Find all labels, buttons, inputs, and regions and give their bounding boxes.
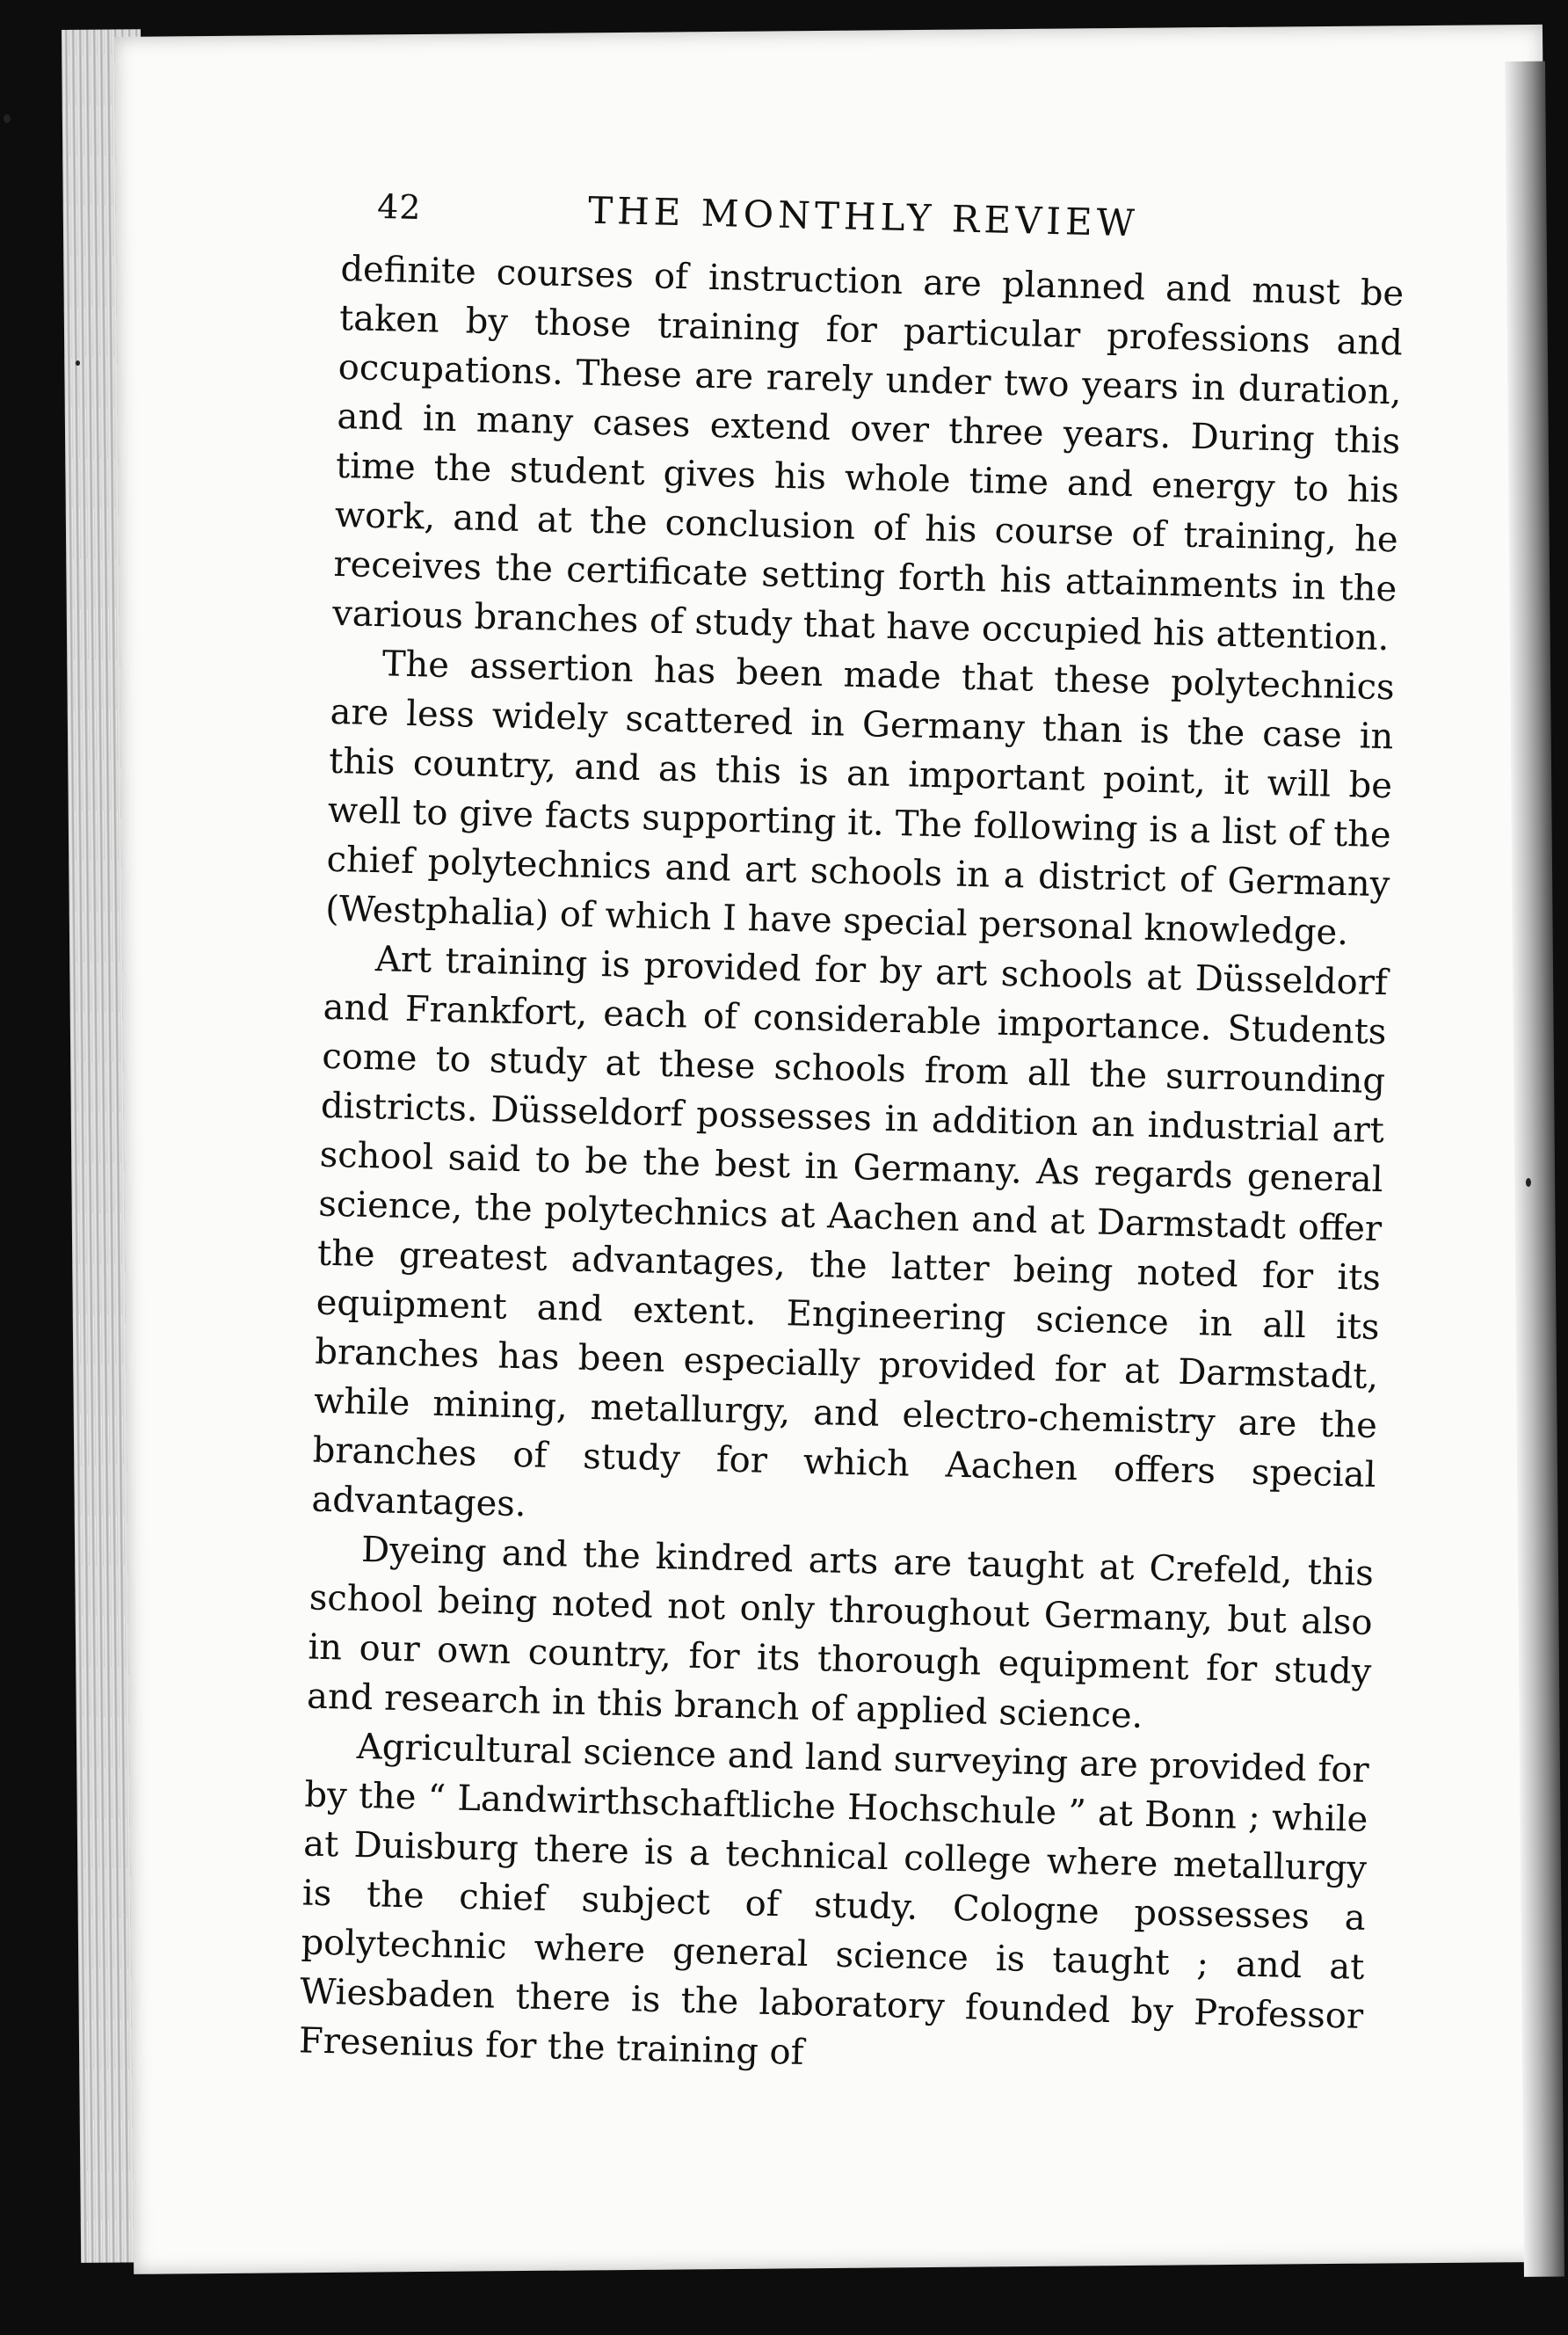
paragraph-polytechnics-distribution: The assertion has been made that these polytechnics are less widely scattered in Germany than is the case in this country, and as this is an important point, it will be well to give facts supporting it. The following is a list of the chief polytechnics and art schools in a district of Germany (Westphalia) of which I have special personal knowledge. bbox=[324, 644, 1396, 954]
paragraph-agricultural-science: Agricultural science and land surveying are provided for by the “ Landwirthschaftliche Hochschule ” at Bonn ; while at Duisburg there is a technical college where metallurgy is the chief subject of study. Cologne possesses a polytechnic where general science is taught ; and at Wiesbaden there is the laboratory founded by Professor Fresenius for the training of bbox=[298, 1726, 1370, 2073]
page-text-block bbox=[298, 176, 1405, 2091]
paragraph-art-training: Art training is provided for by art schools at Düsseldorf and Frankfort, each of considerable importance. Students come to study at these schools from all the surrounding districts. Düsseldorf possesses in addition an industrial art school said to be the best in Germany. As regards general science, the polytechnics at Aachen and at Darmstadt offer the greatest advantages, the latter being noted for its equipment and extent. Engineering science in all its branches has been especially provided for at Darmstadt, while mining, metallurgy, and electro-chemistry are the branches of study for which Aachen offers special advantages. bbox=[310, 939, 1389, 1525]
dust-speck bbox=[76, 360, 80, 366]
paragraph-continued: definite courses of instruction are planned and must be taken by those training for particular professions and occupations. These are rarely under two years in duration, and in many cases extend over three years. During this time the student gives his whole time and energy to his work, and at the conclusion of his course of training, he receives the certificate setting forth his attainments in the various branches of study that have occupied his attention. bbox=[331, 248, 1405, 659]
dust-speck bbox=[4, 114, 11, 123]
paragraph-dyeing: Dyeing and the kindred arts are taught at Crefeld, this school being noted not only throughout Germany, but also in our own country, for its thorough equipment for study and research in this branch of applied science. bbox=[306, 1529, 1375, 1736]
running-title: THE MONTHLY REVIEW bbox=[587, 188, 1140, 245]
dust-speck bbox=[1526, 1178, 1531, 1187]
page-number: 42 bbox=[376, 186, 423, 228]
